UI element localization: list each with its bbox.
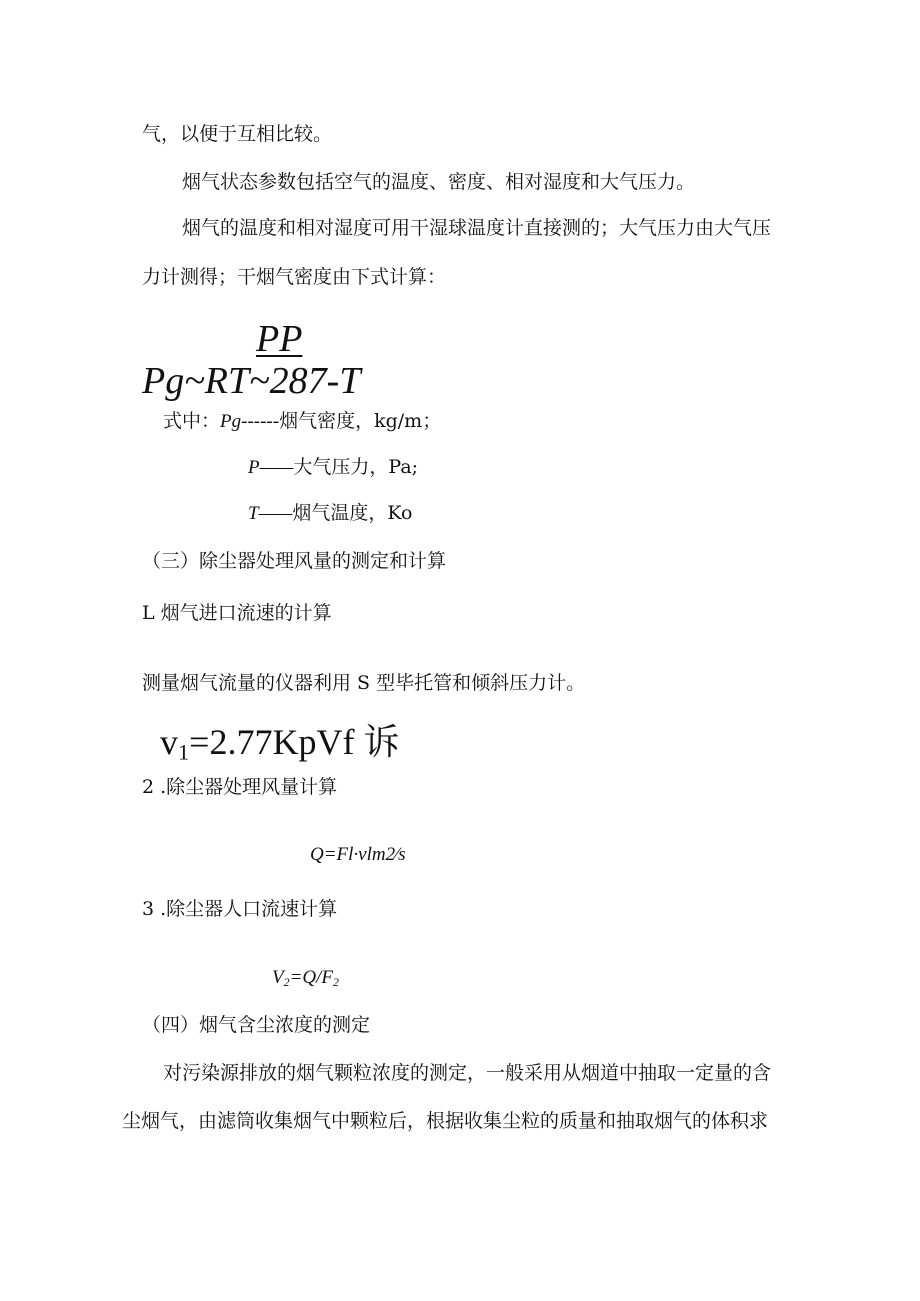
text-line: 对污染源排放的烟气颗粒浓度的测定，一般采用从烟道中抽取一定量的含 <box>163 1062 772 1084</box>
equation-part: =2.77KpVf 诉 <box>189 722 400 762</box>
definition-text: 大气压力，Pa; <box>293 456 419 478</box>
equation-subscript: 2 <box>283 975 290 989</box>
text-line: 烟气状态参数包括空气的温度、密度、相对湿度和大气压力。 <box>182 171 696 193</box>
definition-symbol: P—— <box>248 457 294 478</box>
text-line: 尘烟气，由滤筒收集烟气中颗粒后，根据收集尘粒的质量和抽取烟气的体积求 <box>122 1110 769 1132</box>
section-heading: （四）烟气含尘浓度的测定 <box>142 1014 371 1036</box>
equation-subscript: 2 <box>332 975 339 989</box>
definition-symbol: Pg------ <box>220 411 280 432</box>
definition-row <box>163 409 441 434</box>
equation-velocity <box>160 722 399 773</box>
subsection-heading: 3 .除尘器人口流速计算 <box>142 898 338 920</box>
text-line: 测量烟气流量的仪器利用 S 型毕托管和倾斜压力计。 <box>142 672 586 694</box>
subsection-heading: L 烟气进口流速的计算 <box>142 602 332 624</box>
formula-numerator: PP <box>256 318 303 360</box>
formula-density <box>142 360 360 402</box>
equation-inlet-velocity <box>272 966 339 995</box>
equation-part: V <box>272 967 284 988</box>
section-heading: （三）除尘器处理风量的测定和计算 <box>142 550 447 572</box>
definition-text: 烟气温度，Ko <box>292 502 413 524</box>
equation-part: =Q/F <box>289 967 333 988</box>
text-line: 烟气的温度和相对湿度可用干湿球温度计直接测的；大气压力由大气压 <box>182 217 772 239</box>
definition-row <box>248 501 412 526</box>
definition-prefix: 式中： <box>163 410 221 432</box>
text-line: 力计测得；干烟气密度由下式计算： <box>142 266 447 288</box>
equation-flow: Q=Fl·vlm2∕s <box>310 844 406 865</box>
formula-density-text: Pg~RT~287-T <box>142 360 361 402</box>
definition-row <box>248 455 418 480</box>
definition-text: 烟气密度，kg/m； <box>279 410 442 432</box>
definition-symbol: T—— <box>248 503 293 524</box>
subsection-heading: 2 .除尘器处理风量计算 <box>142 776 338 798</box>
equation-subscript: 1 <box>178 739 190 765</box>
text-line: 气，以便于互相比较。 <box>142 123 333 145</box>
equation-part: v <box>160 722 178 762</box>
